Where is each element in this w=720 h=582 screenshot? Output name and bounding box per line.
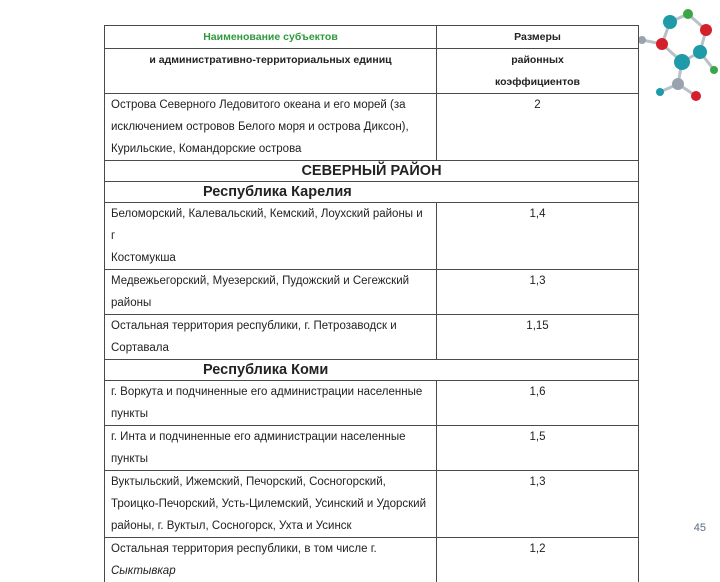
region-cell <box>105 270 437 315</box>
header-coef-line-1: Размеры <box>443 26 632 48</box>
coefficient-value: 1,6 <box>530 386 546 398</box>
region-text-line: г. Воркута и подчиненные его администрации населенные <box>111 381 430 403</box>
header-coef-line-3: коэффициентов <box>443 71 632 93</box>
coefficient-value: 1,5 <box>530 431 546 443</box>
table-row <box>105 538 639 582</box>
region-text-line: Медвежьегорский, Муезерский, Пудожский и Сегежский <box>111 270 430 292</box>
section-title: Республика Коми <box>203 362 328 378</box>
region-text-line: Костомукша <box>111 247 430 269</box>
header-coef-col <box>437 26 639 49</box>
table-row <box>105 315 639 360</box>
region-text-line: Вуктыльский, Ижемский, Печорский, Сосногорский, <box>111 471 430 493</box>
header-name-line-2: и административно-территориальных единиц <box>111 49 430 71</box>
coefficient-cell <box>437 426 639 471</box>
table-row <box>105 203 639 270</box>
region-text-line: районы <box>111 292 430 314</box>
region-text-line: Беломорский, Калевальский, Кемский, Лоухский районы и г <box>111 203 430 247</box>
region-text-line: Троицко-Печорский, Усть-Цилемский, Усинский и Удорский <box>111 493 430 515</box>
region-cell <box>105 203 437 270</box>
header-name-line-1: Наименование субъектов <box>111 26 430 48</box>
coefficient-cell <box>437 538 639 582</box>
table-row <box>105 381 639 426</box>
region-text-line: Остальная территория республики, г. Петрозаводск и <box>111 315 430 337</box>
region-cell <box>105 381 437 426</box>
table-row <box>105 94 639 161</box>
region-text-line: Сортавала <box>111 337 430 359</box>
region-cell <box>105 94 437 161</box>
coefficients-table <box>104 25 639 582</box>
coefficient-value: 1,4 <box>530 208 546 220</box>
region-cell <box>105 426 437 471</box>
page-number: 45 <box>694 522 706 534</box>
section-row <box>105 161 639 182</box>
region-text-line: Острова Северного Ледовитого океана и его морей (за <box>111 94 430 116</box>
section-title: Республика Карелия <box>203 184 352 200</box>
region-text-line: г. Инта и подчиненные его администрации населенные <box>111 426 430 448</box>
region-text-line: пункты <box>111 448 430 470</box>
header-coef-line-2: районных <box>443 49 632 71</box>
region-text-line: пункты <box>111 403 430 425</box>
coefficient-cell <box>437 203 639 270</box>
coefficient-value: 1,3 <box>530 275 546 287</box>
section-row <box>105 360 639 381</box>
coefficient-value: 1,2 <box>530 543 546 555</box>
header-row <box>105 26 639 49</box>
region-text-line: районы, г. Вуктыл, Сосногорск, Ухта и Усинск <box>111 515 430 537</box>
region-text-line: Остальная территория республики, в том числе г. <box>111 538 430 560</box>
table-row <box>105 426 639 471</box>
region-text-line: Сыктывкар <box>111 560 430 582</box>
table-row <box>105 471 639 538</box>
molecule-logo-icon <box>626 0 720 110</box>
section-title: СЕВЕРНЫЙ РАЙОН <box>301 163 441 179</box>
header-row-2 <box>105 49 639 94</box>
region-cell <box>105 471 437 538</box>
section-row <box>105 182 639 203</box>
table-row <box>105 270 639 315</box>
coefficient-cell <box>437 471 639 538</box>
region-cell <box>105 315 437 360</box>
region-cell <box>105 538 437 582</box>
coefficient-value: 2 <box>534 99 540 111</box>
coefficient-value: 1,3 <box>530 476 546 488</box>
region-text-line: Курильские, Командорские острова <box>111 138 430 160</box>
coefficient-cell <box>437 94 639 161</box>
region-text-line: исключением островов Белого моря и острова Диксон), <box>111 116 430 138</box>
coefficient-cell <box>437 315 639 360</box>
header-name-col <box>105 26 437 49</box>
coefficient-cell <box>437 381 639 426</box>
coefficient-value: 1,15 <box>526 320 548 332</box>
coefficient-cell <box>437 270 639 315</box>
